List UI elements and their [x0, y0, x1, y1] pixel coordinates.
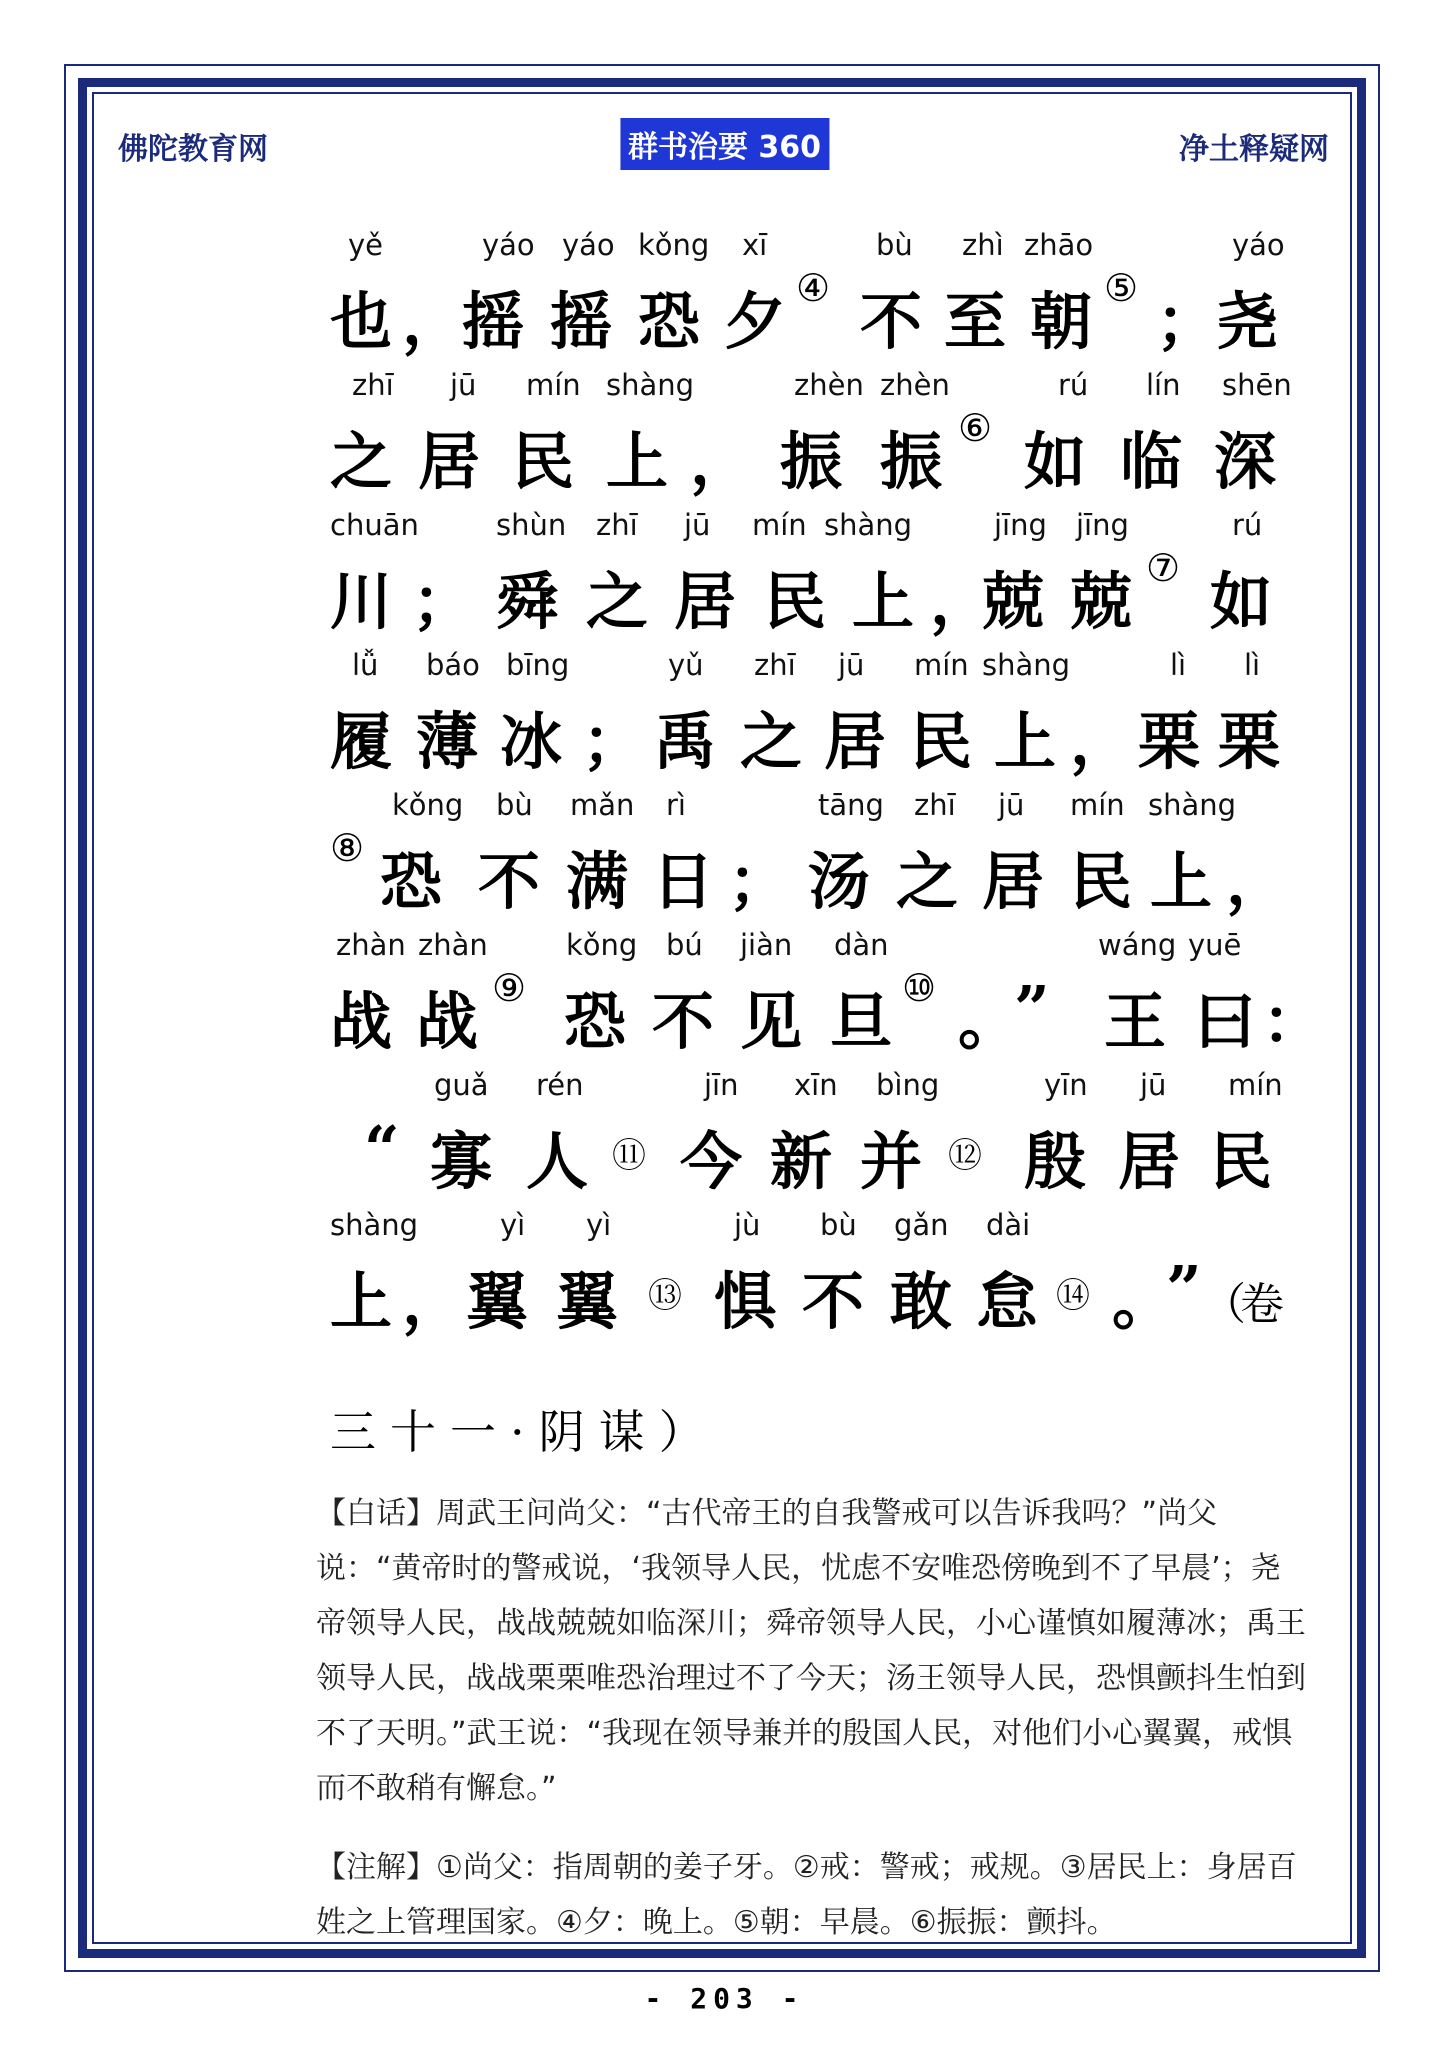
hanzi: 汤 — [808, 845, 871, 918]
pinyin: mín — [914, 648, 969, 682]
pinyin: rén — [536, 1068, 584, 1102]
note-marker: ⑤ — [1104, 266, 1139, 310]
hanzi: 朝 — [1030, 285, 1093, 358]
hanzi: 民 — [1210, 1125, 1273, 1198]
hanzi: 不 — [802, 1265, 865, 1338]
hanzi: 之 — [586, 565, 649, 638]
pinyin: mǎn — [570, 788, 635, 822]
hanzi: 居 — [824, 705, 887, 778]
pinyin: xīn — [794, 1068, 838, 1102]
page-number: - 203 - — [644, 1982, 805, 2015]
header-book-title: 群书治要 360 — [620, 118, 829, 170]
hanzi: 之 — [896, 845, 959, 918]
hanzi: 摇 — [550, 285, 613, 358]
note-marker: ⑨ — [492, 966, 527, 1010]
pinyin: lì — [1244, 648, 1261, 682]
hanzi: ： — [1262, 985, 1325, 1058]
note-marker: ⑫ — [948, 1136, 982, 1176]
pinyin: yǔ — [668, 648, 704, 682]
pinyin: wáng — [1098, 928, 1177, 962]
pinyin: yáo — [1232, 228, 1285, 262]
pinyin: yīn — [1044, 1068, 1088, 1102]
pinyin: tāng — [818, 788, 884, 822]
hanzi: 恐 — [380, 845, 443, 918]
hanzi: 恐 — [638, 285, 701, 358]
hanzi: 殷 — [1024, 1125, 1087, 1198]
corner-ornament — [64, 64, 100, 100]
note-marker: ⑪ — [612, 1136, 646, 1176]
pinyin: zhàn — [418, 928, 488, 962]
hanzi: 上 — [330, 1265, 393, 1338]
hanzi: 之 — [330, 425, 393, 498]
pinyin: bù — [496, 788, 533, 822]
hanzi: 民 — [910, 705, 973, 778]
hanzi: 深 — [1214, 425, 1277, 498]
hanzi: 敢 — [890, 1265, 953, 1338]
hanzi: 之 — [740, 705, 803, 778]
hanzi: ， — [690, 425, 753, 498]
hanzi: 如 — [1210, 565, 1273, 638]
hanzi: ， — [930, 565, 993, 638]
pinyin: zhèn — [794, 368, 864, 402]
pinyin: mín — [1228, 1068, 1283, 1102]
pinyin: yuē — [1188, 928, 1242, 962]
pinyin: bú — [666, 928, 703, 962]
text-line — [330, 928, 1325, 1068]
note-marker: ⑬ — [648, 1276, 682, 1316]
hanzi: 民 — [1070, 845, 1133, 918]
pinyin: zhèn — [880, 368, 950, 402]
pinyin: mín — [526, 368, 581, 402]
hanzi: 也 — [330, 285, 393, 358]
note-marker: ⑦ — [1146, 546, 1181, 590]
pinyin: mín — [1070, 788, 1125, 822]
note-marker: ⑥ — [958, 406, 993, 450]
hanzi: 居 — [1118, 1125, 1181, 1198]
hanzi: 临 — [1120, 425, 1183, 498]
hanzi: 并 — [860, 1125, 923, 1198]
hanzi: 栗 — [1138, 705, 1201, 778]
pinyin: shēn — [1222, 368, 1292, 402]
hanzi: 振 — [880, 425, 943, 498]
hanzi: 王 — [1104, 985, 1167, 1058]
hanzi: 恐 — [564, 985, 627, 1058]
note-marker: ⑩ — [902, 966, 937, 1010]
text-line — [330, 1068, 1290, 1208]
pinyin: lì — [1170, 648, 1187, 682]
pinyin: zhī — [754, 648, 796, 682]
note-marker: ⑧ — [330, 826, 365, 870]
hanzi: ” — [1166, 1252, 1202, 1325]
hanzi: 上 — [852, 565, 915, 638]
hanzi: 居 — [674, 565, 737, 638]
hanzi: 居 — [982, 845, 1045, 918]
hanzi: 栗 — [1218, 705, 1281, 778]
pinyin: guǎ — [434, 1068, 489, 1102]
pinyin: bù — [876, 228, 913, 262]
pinyin: yì — [586, 1208, 612, 1242]
hanzi: 新 — [770, 1125, 833, 1198]
pinyin: shàng — [330, 1208, 419, 1242]
pinyin: jū — [450, 368, 477, 402]
pinyin: jū — [684, 508, 711, 542]
hanzi: ” — [1014, 972, 1050, 1045]
hanzi: 惧 — [714, 1265, 777, 1338]
pinyin: jù — [734, 1208, 761, 1242]
hanzi: 日 — [652, 845, 715, 918]
hanzi: 民 — [512, 425, 575, 498]
hanzi: 舜 — [496, 565, 559, 638]
hanzi: 民 — [764, 565, 827, 638]
vernacular-translation: 【白话】周武王问尚父：“古代帝王的自我警戒可以告诉我吗？”尚父说：“黄帝时的警戒说，‘我领导人民，忧虑不安唯恐傍晚到不了早晨’；尧帝领导人民，战战兢兢如临深川；舜帝领导人民，小心谨慎如履薄冰；禹王领导人民，战战栗栗唯恐治理过不了今天；汤王领导人民，恐惧颤抖生怕到不了天明。”武王说：“我现在领导兼并的殷国人民，对他们小心翼翼，戒惧而不敢稍有懈怠。” — [316, 1496, 1306, 1806]
header-site-left: 佛陀教育网 — [118, 132, 268, 167]
hanzi: 见 — [740, 985, 803, 1058]
annotated-text — [330, 228, 1325, 1348]
pinyin: jū — [1140, 1068, 1167, 1102]
corner-ornament — [64, 1936, 100, 1972]
pinyin: zhī — [352, 368, 394, 402]
hanzi: 上 — [606, 425, 669, 498]
pinyin: jū — [998, 788, 1025, 822]
hanzi: 卷 — [1240, 1279, 1284, 1330]
pinyin: yáo — [562, 228, 615, 262]
hanzi: 不 — [478, 845, 541, 918]
hanzi: 战 — [330, 985, 393, 1058]
text-line — [330, 508, 1290, 648]
hanzi: 兢 — [1070, 565, 1133, 638]
pinyin: dàn — [834, 928, 889, 962]
note-marker: ⑭ — [1056, 1276, 1090, 1316]
pinyin: rú — [1058, 368, 1089, 402]
hanzi: 。 — [958, 985, 1021, 1058]
hanzi: 不 — [860, 285, 923, 358]
pinyin: jīng — [1076, 508, 1129, 542]
hanzi: ； — [1156, 285, 1219, 358]
hanzi: 寡 — [430, 1125, 493, 1198]
pinyin: shàng — [982, 648, 1071, 682]
hanzi: ； — [582, 705, 645, 778]
pinyin: gǎn — [894, 1208, 949, 1242]
hanzi: ， — [1226, 845, 1289, 918]
hanzi: 上 — [1150, 845, 1213, 918]
hanzi: 川 — [330, 565, 393, 638]
hanzi: 薄 — [416, 705, 479, 778]
hanzi: ， — [402, 285, 465, 358]
hanzi: 冰 — [500, 705, 563, 778]
hanzi: ； — [728, 845, 791, 918]
text-line — [330, 788, 1290, 928]
pinyin: bīng — [506, 648, 570, 682]
hanzi: 战 — [416, 985, 479, 1058]
pinyin: mín — [752, 508, 807, 542]
pinyin: kǒng — [566, 928, 638, 962]
annotations: 【注解】①尚父：指周朝的姜子牙。②戒：警戒；戒规。③居民上：身居百姓之上管理国家。④夕：晚上。⑤朝：早晨。⑥振振：颤抖。 — [316, 1850, 1297, 1940]
hanzi: 曰 — [1194, 985, 1257, 1058]
pinyin: lǚ — [352, 648, 379, 682]
hanzi: ， — [402, 1265, 465, 1338]
text-line — [330, 368, 1290, 508]
pinyin: kǒng — [638, 228, 710, 262]
pinyin: yì — [500, 1208, 526, 1242]
source-chapter: 三十一·阴谋） — [330, 1405, 719, 1459]
corner-ornament — [1344, 1936, 1380, 1972]
pinyin: zhàn — [336, 928, 406, 962]
hanzi: 今 — [680, 1125, 743, 1198]
pinyin: shàng — [606, 368, 695, 402]
text-line — [330, 1208, 1290, 1348]
hanzi: 尧 — [1216, 285, 1279, 358]
pinyin: shàng — [824, 508, 913, 542]
hanzi: 人 — [526, 1125, 589, 1198]
pinyin: bìng — [876, 1068, 940, 1102]
hanzi: 夕 — [724, 285, 787, 358]
text-line — [330, 228, 1290, 368]
hanzi: 不 — [652, 985, 715, 1058]
pinyin: báo — [426, 648, 480, 682]
hanzi: 摇 — [462, 285, 525, 358]
pinyin: bù — [820, 1208, 857, 1242]
pinyin: rú — [1232, 508, 1263, 542]
pinyin: jū — [838, 648, 865, 682]
hanzi: 满 — [566, 845, 629, 918]
header-site-right: 净土释疑网 — [1179, 132, 1329, 167]
hanzi: ； — [412, 565, 475, 638]
pinyin: chuān — [330, 508, 419, 542]
pinyin: shàng — [1148, 788, 1237, 822]
hanzi: 上 — [994, 705, 1057, 778]
pinyin: zhāo — [1024, 228, 1094, 262]
hanzi: 振 — [780, 425, 843, 498]
pinyin: shùn — [496, 508, 567, 542]
hanzi: “ — [364, 1112, 400, 1185]
hanzi: 怠 — [976, 1265, 1039, 1338]
pinyin: zhì — [962, 228, 1004, 262]
hanzi: 居 — [418, 425, 481, 498]
hanzi: 如 — [1024, 425, 1087, 498]
pinyin: jiàn — [740, 928, 793, 962]
pinyin: kǒng — [392, 788, 464, 822]
pinyin: yáo — [482, 228, 535, 262]
hanzi: ， — [1070, 705, 1133, 778]
pinyin: zhī — [596, 508, 638, 542]
note-marker: ④ — [796, 266, 831, 310]
pinyin: jīng — [994, 508, 1047, 542]
hanzi: 旦 — [830, 985, 893, 1058]
hanzi: 翼 — [556, 1265, 619, 1338]
hanzi: 禹 — [654, 705, 717, 778]
hanzi: 兢 — [982, 565, 1045, 638]
pinyin: dài — [986, 1208, 1031, 1242]
pinyin: rì — [666, 788, 686, 822]
corner-ornament — [1344, 64, 1380, 100]
pinyin: lín — [1146, 368, 1181, 402]
hanzi: 至 — [944, 285, 1007, 358]
hanzi: （ — [1202, 1279, 1246, 1330]
text-line — [330, 648, 1290, 788]
hanzi: 翼 — [466, 1265, 529, 1338]
pinyin: xī — [742, 228, 768, 262]
hanzi: 履 — [330, 705, 393, 778]
pinyin: zhī — [914, 788, 956, 822]
pinyin: jīn — [704, 1068, 739, 1102]
hanzi: 。 — [1112, 1265, 1175, 1338]
pinyin: yě — [348, 228, 384, 262]
